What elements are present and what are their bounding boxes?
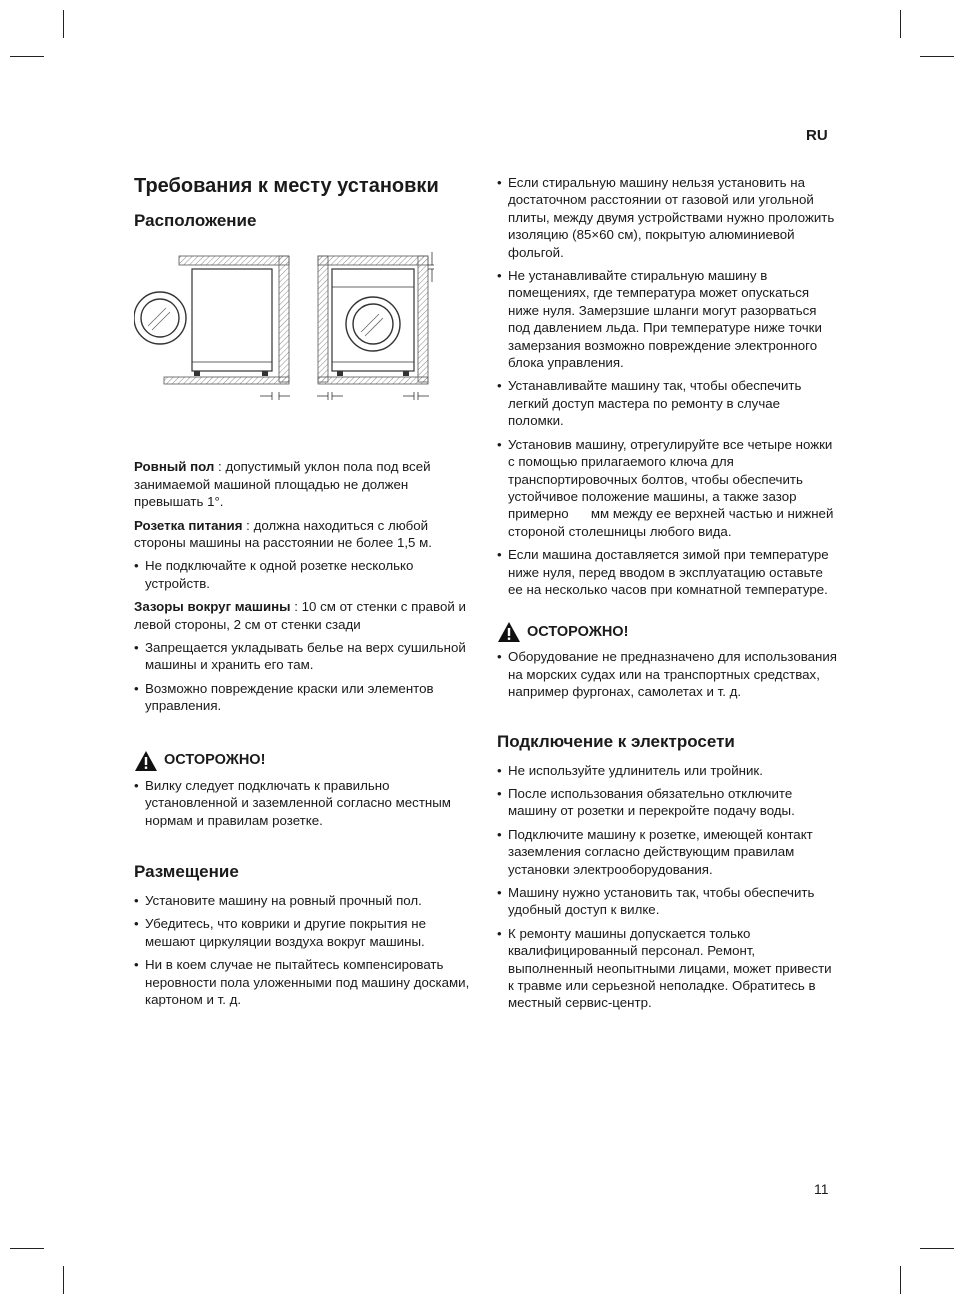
crop-mark [900,1266,901,1294]
crop-mark [920,1248,954,1249]
crop-mark [10,1248,44,1249]
warning-icon [134,750,158,772]
placement-list [134,892,474,1008]
list-item: • Оборудование не предназначено для использования на морских судах или на транспортных средствах, например фургонах, самолетах и т. д. [497,648,837,700]
list-item: • Не подключайте к одной розетке несколько устройств. [134,557,474,592]
caution-title: ОСТОРОЖНО! [527,623,629,640]
list-item: • Не используйте удлинитель или тройник. [497,762,837,779]
crop-mark [63,10,64,38]
caution-header [497,620,837,644]
list-item: • Машину нужно установить так, чтобы обеспечить удобный доступ к вилке. [497,884,837,919]
socket-text: : должна находиться с любой стороны машины на расстоянии не более 1,5 м. [134,517,432,551]
list-item: • Если машина доставляется зимой при температуре ниже нуля, перед вводом в эксплуатацию оставьте ее на несколько часов при комнатной температуре. [497,546,837,598]
caution-header [134,749,474,773]
gaps-text: : 10 см от стенки с правой и левой стороны, 2 см от стенки сзади [134,599,466,632]
electric-heading: Подключение к электросети [497,731,735,751]
socket-list [134,557,474,592]
list-item: • Возможно повреждение краски или элементов управления. [134,680,474,715]
crop-mark [900,10,901,38]
right-column [497,174,837,1018]
gaps-list [134,639,474,715]
list-item: • Убедитесь, что коврики и другие покрытия не мешают циркуляции воздуха вокруг машины. [134,915,474,950]
floor-text: : допустимый уклон пола под всей занимаемой машиной площадью не должен превышать 1°. [134,459,431,510]
crop-mark [920,56,954,57]
left-column [134,174,474,1014]
placement-heading: Размещение [134,861,239,881]
caution-list [497,648,837,700]
socket-requirement [134,517,474,552]
crop-mark [10,56,44,57]
list-item: • Не устанавливайте стиральную машину в помещениях, где температура может опускаться ниже нуля. Замерзшие шланги могут разорваться под давлением льда. При температуре ниже точки замерзания возможно повреждение электронного блока управления. [497,267,837,371]
language-label: RU [806,127,828,144]
installation-notes-list [497,174,837,598]
location-heading: Расположение [134,211,257,230]
caution-list [134,777,474,829]
list-item: • Установите машину на ровный прочный пол. [134,892,474,909]
gaps-requirement [134,598,474,633]
gaps-label: Зазоры вокруг машины [134,599,291,615]
list-item: • Устанавливайте машину так, чтобы обеспечить легкий доступ мастера по ремонту в случае поломки. [497,377,837,429]
list-item: • Установив машину, отрегулируйте все четыре ножки с помощью прилагаемого ключа для транспортировочных болтов, чтобы обеспечить устойчивое положение машины, а также зазор примерно мм между ее верхней частью и нижней стороной столешницы любого вида. [497,436,837,540]
list-item: • Запрещается укладывать белье на верх сушильной машины и хранить его там. [134,639,474,674]
list-item: • Ни в коем случае не пытайтесь компенсировать неровности пола уложенными под машину досками, картоном и т. д. [134,956,474,1008]
list-item: • После использования обязательно отключите машину от розетки и перекройте подачу воды. [497,785,837,820]
page-number: 11 [814,1181,829,1197]
crop-mark [63,1266,64,1294]
floor-label: Ровный пол [134,459,215,475]
list-item: • Подключите машину к розетке, имеющей контакт заземления согласно действующим правилам установки электрооборудования. [497,826,837,878]
caution-title: ОСТОРОЖНО! [164,751,266,768]
socket-label: Розетка питания [134,517,243,533]
page-title: Требования к месту установки [134,175,439,197]
electric-list [497,762,837,1012]
warning-icon [497,621,521,643]
floor-requirement [134,458,474,510]
installation-clearance-diagram [134,252,434,422]
list-item: • К ремонту машины допускается только квалифицированный персонал. Ремонт, выполненный неопытными лицами, может привести к травме или серьезной неполадке. Обратитесь в местный сервис-центр. [497,925,837,1012]
list-item: • Если стиральную машину нельзя установить на достаточном расстоянии от газовой или угольной плиты, между двумя устройствами нужно проложить изоляцию (85×60 см), покрытую алюминиевой фольгой. [497,174,837,261]
list-item: • Вилку следует подключать к правильно установленной и заземленной согласно местным нормам и правилам розетке. [134,777,474,829]
